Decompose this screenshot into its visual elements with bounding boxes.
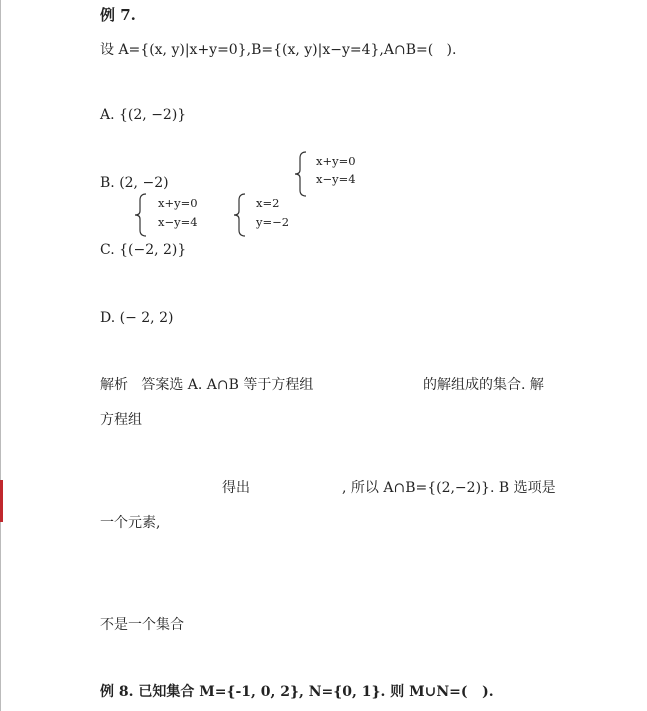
system2-eq2: x−y=4 (158, 215, 198, 229)
system1-eq2: x−y=4 (316, 172, 356, 186)
option-b: B. (2, −2) (100, 175, 169, 191)
analysis-line3b: , 所以 A∩B={(2,−2)}. B 选项是 (342, 480, 556, 496)
left-brace-icon (233, 193, 247, 237)
example-7-title: 例 7. (100, 6, 136, 24)
analysis-line2: 方程组 (100, 412, 142, 428)
page-edge (0, 0, 1, 711)
option-a: A. {(2, −2)} (100, 107, 187, 123)
system3-eq1: x=2 (256, 196, 280, 210)
system1-eq1: x+y=0 (316, 154, 356, 168)
left-brace-icon (134, 193, 148, 237)
system2-eq1: x+y=0 (158, 196, 198, 210)
option-c: C. {(−2, 2)} (100, 242, 187, 258)
analysis-line1a: 解析 答案选 A. A∩B 等于方程组 (100, 377, 314, 393)
analysis-line3a: 得出 (222, 480, 250, 496)
example-7-question: 设 A={(x, y)|x+y=0},B={(x, y)|x−y=4},A∩B=( ). (100, 42, 457, 58)
analysis-line4: 一个元素, (100, 515, 161, 531)
analysis-line1b: 的解组成的集合. 解 (423, 377, 544, 393)
option-d: D. (− 2, 2) (100, 310, 174, 326)
side-marker (0, 480, 3, 522)
analysis-line5: 不是一个集合 (100, 617, 184, 633)
left-brace-icon (294, 151, 308, 197)
example-8-question: 例 8. 已知集合 M={-1, 0, 2}, N={0, 1}. 则 M∪N=( ). (100, 684, 494, 700)
system3-eq2: y=−2 (256, 215, 290, 229)
